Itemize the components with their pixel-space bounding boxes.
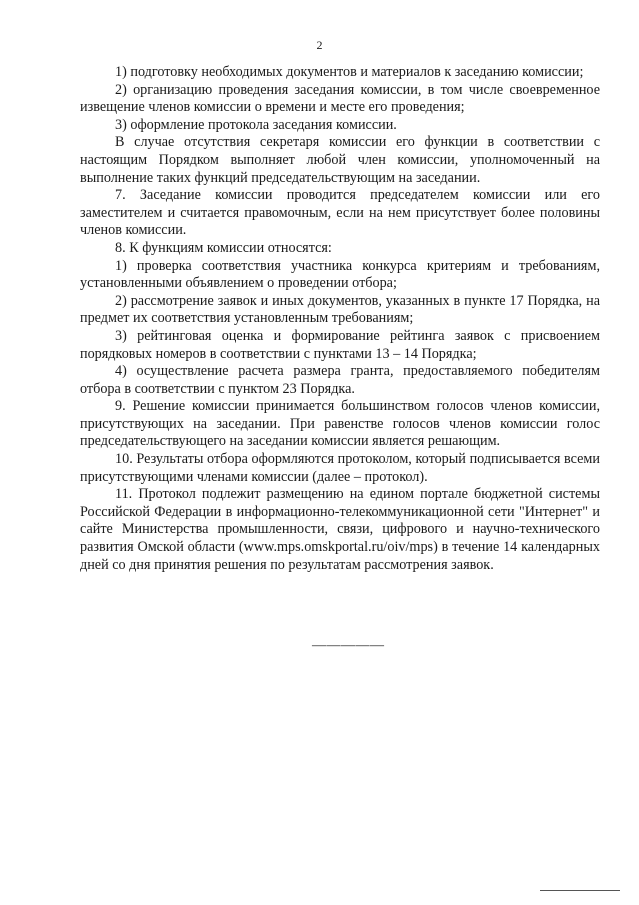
- paragraph: 10. Результаты отбора оформляются протоколом, который подписывается всеми присутствующими членами комиссии (далее – протокол).: [80, 451, 600, 485]
- page-number: 2: [316, 38, 323, 52]
- paragraph: 11. Протокол подлежит размещению на едином портале бюджетной системы Российской Федерации в информационно-телекоммуникационной сети "Интернет" и сайте Министерства промышленности, связи, цифрового и научно-технического развития Омской области (www.mps.omskportal.ru/oiv/mps) в течение 14 календарных дней со дня принятия решения по результатам рассмотрения заявок.: [80, 486, 600, 573]
- paragraph: 9. Решение комиссии принимается большинством голосов членов комиссии, присутствующих на заседании. При равенстве голосов членов комиссии голос председательствующего на заседании комиссии является решающим.: [80, 398, 600, 450]
- paragraph: 1) проверка соответствия участника конкурса критериям и требованиям, установленными объявлением о проведении отбора;: [80, 257, 600, 292]
- paragraph: 3) оформление протокола заседания комиссии.: [115, 116, 397, 133]
- closing-separator: —————: [312, 638, 385, 653]
- paragraph: 1) подготовку необходимых документов и материалов к заседанию комиссии;: [115, 64, 584, 80]
- paragraph: В случае отсутствия секретаря комиссии его функции в соответствии с настоящим Порядком выполняет любой член комиссии, уполномоченный на выполнение таких функций председательствующим на заседании.: [80, 134, 600, 186]
- paragraph: 2) организацию проведения заседания комиссии, в том числе своевременное извещение членов комиссии о времени и месте его проведения;: [80, 81, 600, 116]
- corner-rule: [540, 890, 620, 891]
- paragraph: 7. Заседание комиссии проводится председателем комиссии или его заместителем и считается правомочным, если на нем присутствует более половины членов комиссии.: [80, 187, 600, 239]
- paragraph: 4) осуществление расчета размера гранта, предоставляемого победителям отбора в соответствии с пунктом 23 Порядка.: [80, 363, 600, 397]
- document-body: [80, 64, 600, 574]
- paragraph: 8. К функциям комиссии относятся:: [115, 239, 332, 256]
- paragraph: 2) рассмотрение заявок и иных документов, указанных в пункте 17 Порядка, на предмет их соответствия установленным требованиям;: [80, 292, 600, 327]
- paragraph: 3) рейтинговая оценка и формирование рейтинга заявок с присвоением порядковых номеров в соответствии с пунктами 13 – 14 Порядка;: [80, 327, 600, 362]
